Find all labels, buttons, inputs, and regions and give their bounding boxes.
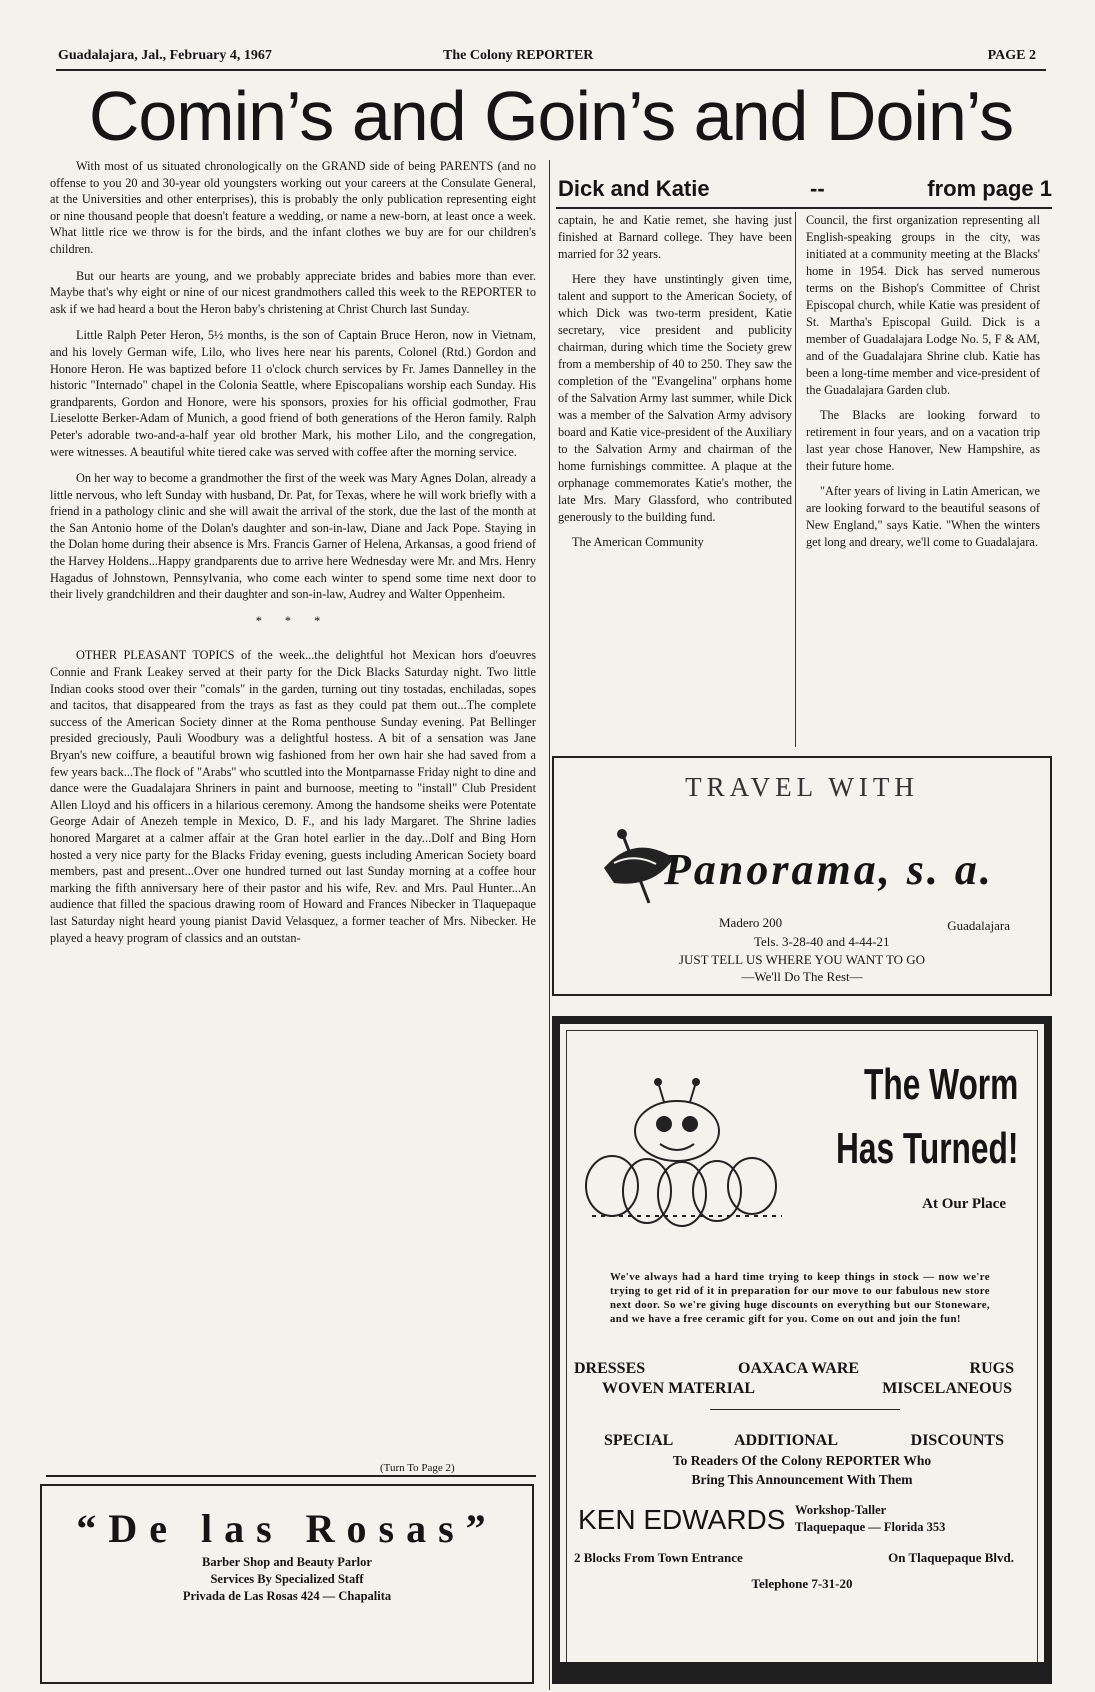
page-header (58, 48, 1048, 70)
worm-subtitle: At Our Place (922, 1196, 1006, 1212)
paper-name: The Colony REPORTER (443, 48, 594, 63)
paragraph: OTHER PLEASANT TOPICS of the week...the delightful hot Mexican hors d'oeuvres Connie and Frank Leakey served at their party for the Dick Blacks Saturday night. Two little Indian cooks stood over their "comals" in the garden, turning out tiny tostadas, enchiladas, sopes and tacitos, that disappeared from the trays as fast as they could pat them out...The complete success of the American Society dinner at the Roma penthouse Sunday evening. Pat Bellinger presided greciously, Pauli Woodbury was a delightful hostess. A bit of a sensation was Jane Bryan's new coiffure, a beautiful brown wig fashioned from her own hair she had saved from a few years back...The flock of "Arabs" who scuttled into the Montparnasse Friday night to dine and dance were the Guadalajara Shriners in paint and burnoose, meeting to "install" Club President Allen Lloyd and his officers in a hilarious ceremony. Among the handsome sheiks were Potentate George Adair of Anezeh temple in Mexico, D. F., and his lady Margaret. The Shrine ladies honored Margaret at a calmer affair at the Gran hotel earlier in the day...Dolf and Bing Horn hosted a very nice party for the Blacks Friday evening, guests including American Society board members, past and present...Over one hundred turned out last Sunday morning at a coffee hour marking the fifth anniversary here of their pastor and his wife, Rev. and Mrs. Paul Hunter...An audience that filled the spacious drawing room of Howard and Frances Nibecker in Tlaquepaque last Saturday night heard young pianist David Velasquez, a former teacher of Mrs. Nibecker. He played a heavy program of classics and an outstan- (50, 648, 536, 945)
worm-title-2: Has Turned! (835, 1124, 1018, 1173)
store-address (795, 1502, 945, 1536)
store-telephone: Telephone 7-31-20 (751, 1576, 853, 1591)
travel-address: Madero 200 (719, 915, 783, 930)
travel-city: Guadalajara (947, 918, 1010, 933)
section-separator: * * * (255, 613, 331, 628)
paragraph: Little Ralph Peter Heron, 5½ months, is the son of Captain Bruce Heron, now in Vietnam, and his lovely German wife, Lilo, who lives here near his parents, Colonel (Rtd.) Gordon and Honore Heron. He was baptized before 11 o'clock church services by Fr. James Dannelley in the historic "Internado" chapel in the Colonia Seattle, where Episcopalians worship each Sunday. His grandparents, Gordon and Honore, were his sponsors, proxies for his official godmother, Frau Lieselotte Berker-Adam of Munich, a good friend of both generations of the Heron family. Ralph Peter's adorable two-and-a-half year old brother Mark, his mother Lilo, and the congregation, were witnesses. A beautiful white tiered cake was served with coffee after the morning service. (50, 328, 536, 459)
store-directions: 2 Blocks From Town Entrance (574, 1550, 743, 1565)
category: WOVEN MATERIAL (602, 1380, 756, 1397)
ad-bottom-band (560, 1662, 1044, 1676)
worm-title-1: The Worm (863, 1060, 1018, 1109)
rosas-line: Privada de Las Rosas 424 — Chapalita (182, 1589, 392, 1603)
category: DRESSES (574, 1360, 646, 1377)
shop-line: Tlaquepaque — Florida 353 (795, 1520, 946, 1534)
travel-tagline-2: —We'll Do The Rest— (741, 969, 863, 984)
header-rule (56, 69, 1046, 71)
travel-brand: Panorama, s. a. (664, 845, 994, 894)
paragraph: Here they have unstintingly given time, talent and support to the American Society, of which Dick was two-term president, Katie secretary, vice president and publicity chairman, during which time the Society grew from a membership of 40 to 250. They saw the completion of the "Evangelina" orphans home of the Salvation Army last summer, while Dick was a member of the Salvation Army advisory board and Katie vice-president of the Auxiliary to the Salvation Army and chairman of the home furnishings committee. A plaque at the orphanage commemorates Katie's mother, the late Mrs. Mary Glassford, who contributed generously to the building fund. (558, 272, 792, 524)
category: MISCELANEOUS (882, 1380, 1012, 1397)
column-divider (795, 212, 796, 747)
shop-line: Workshop-Taller (795, 1503, 887, 1517)
paragraph: captain, he and Katie remet, she having just finished at Barnard college. They have been married for 32 years. (558, 213, 792, 261)
worm-body: We've always had a hard time trying to keep things in stock — now we're trying to get rid of it in preparation for our move to our fabulous new store next door. So we're giving huge discounts on everything but our Stoneware, and we have a free ceramic gift for you. Come on out and join the fun! (610, 1271, 990, 1325)
rosas-line: Barber Shop and Beauty Parlor (202, 1555, 372, 1569)
continued-rule (556, 207, 1052, 209)
worm-ad (552, 1016, 1052, 1684)
paragraph: Council, the first organization representing all English-speaking groups in the city, was initiated at a community meeting at the Blacks' home in 1954. Dick has served numerous terms on the Bishop's Committee of Christ Episcopal church, while Katie was president of St. Martha's Episcopal Guild. Dick is a member of Guadalajara Lodge No. 5, F & AM, and of the Guadalajara Shrine club. Katie has been a long-time member and vice-president of the Guadalajara Garden club. (806, 213, 1040, 397)
continued-title: Dick and Katie (558, 176, 710, 201)
travel-title: TRAVEL WITH (685, 772, 919, 802)
rosas-ad (40, 1484, 534, 1684)
turn-to-page: (Turn To Page 2) (380, 1462, 455, 1474)
paragraph: On her way to become a grandmother the first of the week was Mary Agnes Dolan, already a little nervous, who left Sunday with husband, Dr. Pat, for Texas, where he will work briefly with a friend in a pathology clinic and she will await the arrival of the stork, due the last of the month at the San Antonio home of the Dolan's daughter and son-in-law, Diane and Jack Pope. Staying in the Dolan home during their absence is Mrs. Francis Garner of Helena, Arkansas, a good friend of the Harvey Holdens...Happy grandparents due to arrive here Wednesday were Mr. and Mrs. Henry Hagadus of Johnstown, Pennsylvania, who come each winter to spend some time next door to their lively grandchildren and their daughter and son-in-law, Audrey and Walter Oppenheim. (50, 471, 536, 602)
category: RUGS (969, 1360, 1014, 1377)
rosas-name: “De las Rosas” (76, 1506, 498, 1551)
continued-dash: -- (810, 176, 825, 201)
special-word: SPECIAL (604, 1432, 674, 1449)
store-name: KEN EDWARDS (578, 1504, 786, 1535)
column-divider (549, 160, 550, 1690)
dateline: Guadalajara, Jal., February 4, 1967 (58, 48, 272, 63)
continued-headline (558, 176, 1052, 206)
travel-ad (552, 756, 1052, 996)
caterpillar-icon (572, 1076, 802, 1246)
rosas-line: Services By Specialized Staff (210, 1572, 364, 1586)
social-column (50, 158, 536, 956)
paragraph: With most of us situated chronologically on the GRAND side of being PARENTS (and no offense to you 20 and 30-year old youngsters working out your careers at the Consulate General, at the Universities and other enterprises), this is probably the only publication representing eight or nine thousand people that doesn't feature a wedding, or name a new-born, at least once a week. What little rice we throw is for the birds, and the infant clothes we buy are for our children's children. (50, 159, 536, 256)
continued-from: from page 1 (927, 176, 1052, 201)
continued-column-2 (806, 212, 1040, 559)
paragraph: But our hearts are young, and we probably appreciate brides and babies more than ever. Maybe that's why eight or nine of our nicest grandmothers called this week to the REPORTER to ask if we had heard a bout the Heron baby's christening at Christ Church last Sunday. (50, 268, 536, 316)
continued-column-1 (558, 212, 792, 559)
travel-tagline: JUST TELL US WHERE YOU WANT TO GO (678, 952, 926, 967)
bring-announcement: Bring This Announcement With Them (691, 1472, 913, 1487)
special-word: ADDITIONAL (734, 1432, 839, 1449)
page-number: PAGE 2 (987, 48, 1036, 63)
paragraph: The Blacks are looking forward to retirement in four years, and on a vacation trip last year chose Hanover, New Hampshire, as their future home. (806, 408, 1040, 473)
paragraph: The American Community (572, 535, 704, 549)
paragraph: "After years of living in Latin American, we are looking forward to the beautiful seasons of New England," says Katie. "When the winters get long and dreary, we'll come to Guadalajara. (806, 484, 1040, 549)
special-word: DISCOUNTS (910, 1432, 1004, 1449)
to-readers: To Readers Of the Colony REPORTER Who (672, 1453, 932, 1468)
column-rule (46, 1475, 536, 1477)
store-boulevard: On Tlaquepaque Blvd. (888, 1550, 1014, 1565)
travel-phones: Tels. 3-28-40 and 4-44-21 (754, 934, 890, 949)
category: OAXACA WARE (738, 1360, 860, 1377)
divider (710, 1409, 900, 1410)
headline: Comin’s and Goin’s and Doin’s (88, 77, 1014, 155)
